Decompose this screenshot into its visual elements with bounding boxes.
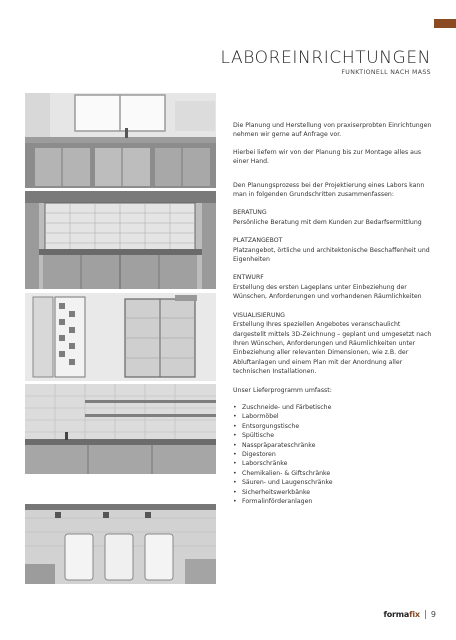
program-item: • Digestoren — [233, 450, 433, 459]
section-text-platzangebot: Platzangebot, örtliche und architektonische Beschaffenheit und Eigenheiten — [233, 246, 430, 264]
program-item: • Formalinförderanlagen — [233, 497, 433, 506]
page-subtitle: FUNKTIONELL NACH MASS — [341, 69, 431, 76]
text-column — [233, 121, 433, 506]
program-item: • Zuschneide- und Färbetische — [233, 403, 433, 412]
intro-paragraph-2: Hierbei liefern wir von der Planung bis zur Montage alles aus einer Hand. — [233, 148, 422, 166]
photo-fume-hood — [25, 191, 216, 289]
page-number: 9 — [430, 610, 436, 619]
program-item: • Laborschränke — [233, 459, 433, 468]
program-item: • Spültische — [233, 431, 433, 440]
footer-divider — [425, 610, 426, 619]
section-text-entwurf: Erstellung des ersten Lageplans unter Einbeziehung der Wünschen, Anforderungen und vorhandenen Räumlichkeiten — [233, 283, 422, 301]
program-item: • Nasspräparateschränke — [233, 441, 433, 450]
section-text-beratung: Persönliche Beratung mit dem Kunden zur Bedarfsermittlung — [233, 218, 422, 226]
program-item: • Säuren- und Laugenschränke — [233, 478, 433, 487]
photo-formalin-containers — [25, 504, 216, 584]
brand-logo — [383, 610, 419, 619]
chapter-tab — [434, 19, 456, 28]
program-item: • Chemikalien- & Giftschränke — [233, 469, 433, 478]
photo-lab-cabinets — [25, 293, 216, 381]
program-item: • Labormöbel — [233, 412, 433, 421]
section-title-entwurf: ENTWURF — [233, 274, 264, 282]
photo-wall-bench-shelves — [25, 384, 216, 474]
program-title: Unser Lieferprogramm umfasst: — [233, 386, 332, 394]
section-title-beratung: BERATUNG — [233, 209, 267, 217]
section-title-platzangebot: PLATZANGEBOT — [233, 237, 283, 245]
page-title: LABOREINRICHTUNGEN — [220, 48, 431, 68]
page-footer — [383, 610, 436, 619]
process-intro: Den Planungsprozess bei der Projektierung eines Labors kann man in folgenden Grundschritten zusammenfassen: — [233, 181, 425, 199]
section-title-visualisierung: VISUALISIERUNG — [233, 311, 285, 319]
program-list — [233, 403, 433, 506]
brand-logo-main: forma — [383, 610, 410, 619]
program-item: • Sicherheitswerkbänke — [233, 488, 433, 497]
photo-lab-bench-window — [25, 93, 216, 188]
intro-paragraph-1: Die Planung und Herstellung von praxiserprobten Einrichtungen nehmen wir gerne auf Anfrage vor. — [233, 122, 432, 139]
brand-logo-accent: fix — [409, 610, 420, 619]
section-text-visualisierung: Erstellung Ihres speziellen Angebotes veranschaulicht dargestellt mittels 3D-Zeichnung – geplant und umgesetzt nach Ihren Wünschen, Anforderungen und Räumlichkeiten unter Einbeziehung aller relevanten Dimensionen, wie z.B. der Abluftanlagen und einem Plan mit der Anordnung aller technischen Installationen. — [233, 321, 432, 376]
program-item: • Entsorgungstische — [233, 422, 433, 431]
